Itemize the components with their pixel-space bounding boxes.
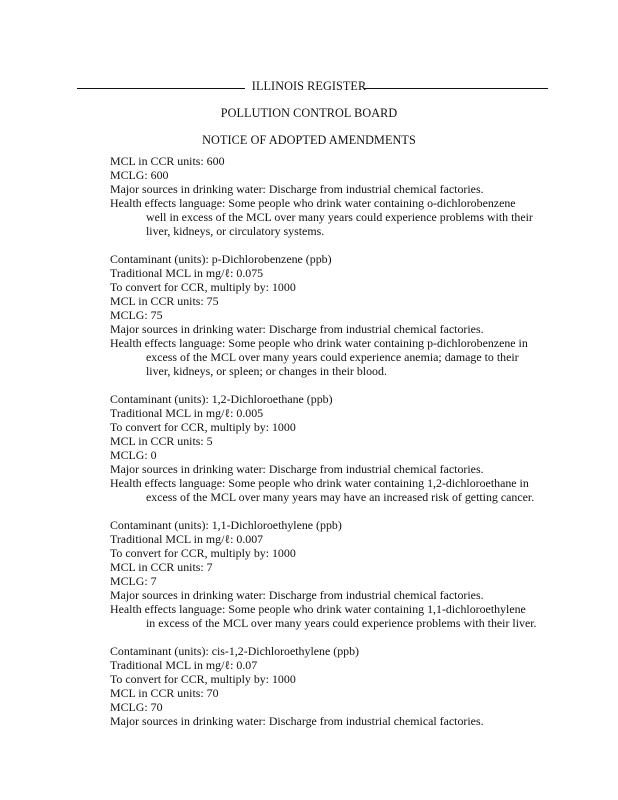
- contaminant-1-2-dichloroethane: [110, 392, 560, 504]
- mclg: MCLG: 70: [110, 700, 163, 714]
- major-sources: Major sources in drinking water: Discharge from industrial chemical factories.: [110, 182, 484, 196]
- mcl-ccr-units: MCL in CCR units: 75: [110, 294, 219, 308]
- health-effects-line: in excess of the MCL over many years could experience problems with their liver.: [146, 616, 537, 630]
- major-sources: Major sources in drinking water: Discharge from industrial chemical factories.: [110, 462, 484, 476]
- o-dichlorobenzene-continuation: [110, 154, 560, 238]
- spacer: [110, 504, 560, 518]
- mcl-ccr-units: MCL in CCR units: 600: [110, 154, 225, 168]
- health-effects-line: Health effects language: Some people who drink water containing 1,1-dichloroethylene: [110, 602, 526, 616]
- agency-title: POLLUTION CONTROL BOARD: [220, 106, 398, 120]
- contaminant-cis-1-2-dichloroethylene: [110, 644, 560, 728]
- spacer: [110, 630, 560, 644]
- register-title: ILLINOIS REGISTER: [251, 79, 367, 93]
- health-effects-line: Health effects language: Some people who drink water containing o-dichlorobenzene: [110, 196, 516, 210]
- contaminant-name: Contaminant (units): cis-1,2-Dichloroethylene (ppb): [110, 644, 359, 658]
- contaminant-name: Contaminant (units): 1,1-Dichloroethylene (ppb): [110, 518, 342, 532]
- contaminant-1-1-dichloroethylene: [110, 518, 560, 630]
- spacer: [110, 378, 560, 392]
- ccr-conversion: To convert for CCR, multiply by: 1000: [110, 420, 296, 434]
- major-sources: Major sources in drinking water: Discharge from industrial chemical factories.: [110, 588, 484, 602]
- mclg: MCLG: 600: [110, 168, 169, 182]
- health-effects-line: liver, kidneys, or spleen; or changes in their blood.: [146, 364, 387, 378]
- health-effects-line: excess of the MCL over many years may have an increased risk of getting cancer.: [146, 490, 535, 504]
- ccr-conversion: To convert for CCR, multiply by: 1000: [110, 546, 296, 560]
- health-effects-line: liver, kidneys, or circulatory systems.: [146, 224, 325, 238]
- major-sources: Major sources in drinking water: Discharge from industrial chemical factories.: [110, 322, 484, 336]
- mcl-ccr-units: MCL in CCR units: 7: [110, 560, 213, 574]
- health-effects-line: excess of the MCL over many years could experience anemia; damage to their: [146, 350, 519, 364]
- traditional-mcl: Traditional MCL in mg/ℓ: 0.07: [110, 658, 258, 672]
- traditional-mcl: Traditional MCL in mg/ℓ: 0.005: [110, 406, 264, 420]
- spacer: [110, 238, 560, 252]
- health-effects-line: well in excess of the MCL over many years could experience problems with their: [146, 210, 533, 224]
- contaminant-p-dichlorobenzene: [110, 252, 560, 378]
- mcl-ccr-units: MCL in CCR units: 5: [110, 434, 213, 448]
- ccr-conversion: To convert for CCR, multiply by: 1000: [110, 672, 296, 686]
- traditional-mcl: Traditional MCL in mg/ℓ: 0.007: [110, 532, 264, 546]
- health-effects-line: Health effects language: Some people who drink water containing 1,2-dichloroethane in: [110, 476, 529, 490]
- mclg: MCLG: 75: [110, 308, 163, 322]
- mclg: MCLG: 7: [110, 574, 157, 588]
- notice-title: NOTICE OF ADOPTED AMENDMENTS: [202, 133, 416, 147]
- major-sources: Major sources in drinking water: Discharge from industrial chemical factories.: [110, 714, 484, 728]
- document-body: [110, 154, 560, 728]
- contaminant-name: Contaminant (units): p-Dichlorobenzene (ppb): [110, 252, 332, 266]
- health-effects-line: Health effects language: Some people who drink water containing p-dichlorobenzene in: [110, 336, 528, 350]
- ccr-conversion: To convert for CCR, multiply by: 1000: [110, 280, 296, 294]
- traditional-mcl: Traditional MCL in mg/ℓ: 0.075: [110, 266, 264, 280]
- mclg: MCLG: 0: [110, 448, 157, 462]
- contaminant-name: Contaminant (units): 1,2-Dichloroethane (ppb): [110, 392, 333, 406]
- mcl-ccr-units: MCL in CCR units: 70: [110, 686, 219, 700]
